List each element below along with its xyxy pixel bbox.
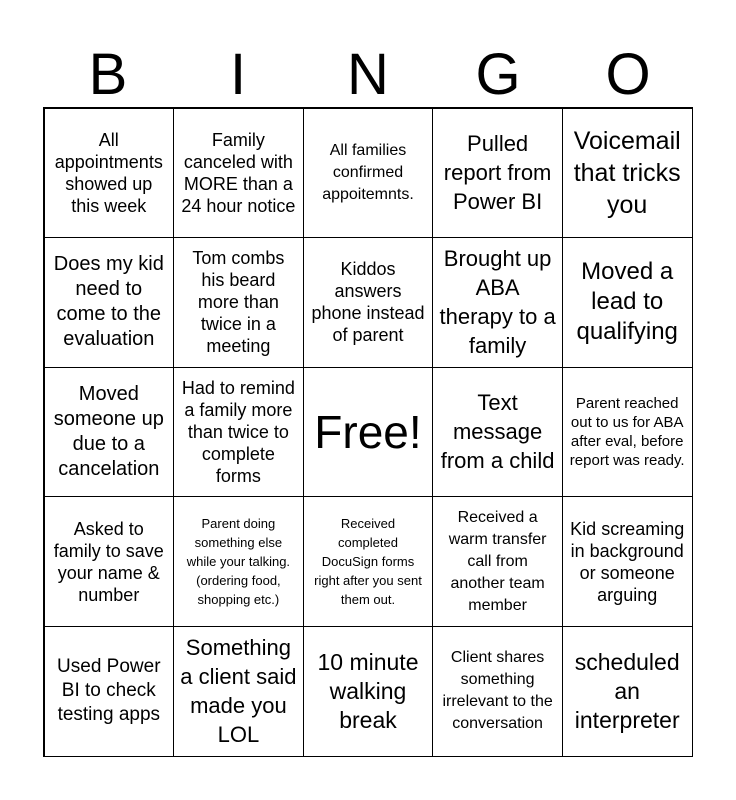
cell-text: Parent reached out to us for ABA after eval, before report was ready. (569, 394, 685, 469)
cell-text: Voicemail that tricks you (573, 126, 681, 219)
bingo-cell[interactable] (562, 367, 693, 498)
bingo-cell[interactable] (44, 237, 175, 368)
cell-text: Moved someone up due to a cancelation (53, 382, 164, 480)
bingo-board (43, 107, 693, 757)
bingo-cell[interactable] (432, 367, 563, 498)
cell-text: Tom combs his beard more than twice in a meeting (192, 248, 285, 357)
bingo-cell[interactable] (562, 108, 693, 239)
cell-text: Used Power BI to check testing apps (57, 656, 161, 726)
header-letter-n: N (347, 42, 389, 107)
bingo-cell[interactable] (173, 367, 304, 498)
header-letter-b: B (88, 42, 128, 107)
bingo-cell[interactable] (173, 237, 304, 368)
cell-text: Family canceled with MORE than a 24 hour notice (181, 129, 296, 216)
cell-text: Brought up ABA therapy to a family (439, 246, 556, 359)
header-letter-g: G (475, 42, 521, 107)
cell-text: Something a client said made you LOL (180, 635, 297, 748)
cell-text: Asked to family to save your name & number (53, 518, 164, 605)
free-space-label: Free! (314, 405, 422, 458)
bingo-cell[interactable] (303, 237, 434, 368)
bingo-cell[interactable] (173, 108, 304, 239)
cell-text: Client shares something irrelevant to the conversation (442, 649, 553, 733)
cell-text: Does my kid need to come to the evaluation (53, 253, 164, 351)
bingo-cell[interactable] (432, 108, 563, 239)
bingo-cell[interactable] (44, 367, 175, 498)
bingo-cell[interactable] (44, 108, 175, 239)
bingo-cell[interactable] (303, 496, 434, 627)
bingo-cell[interactable] (562, 626, 693, 757)
header-letter-o: O (605, 42, 651, 107)
header-letter-i: I (229, 42, 247, 107)
cell-text: scheduled an interpreter (574, 648, 680, 733)
bingo-cell[interactable] (432, 626, 563, 757)
cell-text: All appointments showed up this week (54, 129, 163, 216)
cell-text: Received a warm transfer call from another team member (448, 508, 547, 614)
bingo-cell[interactable] (173, 496, 304, 627)
bingo-cell[interactable] (562, 496, 693, 627)
cell-text: Received completed DocuSign forms right after you sent them out. (314, 516, 422, 608)
cell-text: Had to remind a family more than twice to complete forms (181, 377, 295, 486)
cell-text: 10 minute walking break (317, 648, 419, 733)
bingo-cell[interactable] (562, 237, 693, 368)
bingo-cell[interactable] (44, 626, 175, 757)
cell-text: Moved a lead to qualifying (576, 258, 678, 346)
bingo-cell[interactable] (44, 496, 175, 627)
cell-text: Parent doing something else while your talking. (ordering food, shopping etc.) (186, 516, 291, 608)
bingo-cell[interactable] (303, 108, 434, 239)
free-space[interactable] (303, 367, 434, 498)
bingo-cell[interactable] (303, 626, 434, 757)
bingo-cell[interactable] (432, 237, 563, 368)
bingo-cell[interactable] (173, 626, 304, 757)
cell-text: All families confirmed appoitemnts. (322, 141, 414, 203)
cell-text: Pulled report from Power BI (443, 131, 552, 215)
bingo-header (43, 40, 693, 110)
cell-text: Text message from a child (440, 390, 555, 474)
cell-text: Kiddos answers phone instead of parent (311, 259, 425, 346)
bingo-cell[interactable] (432, 496, 563, 627)
cell-text: Kid screaming in background or someone arguing (570, 518, 685, 605)
